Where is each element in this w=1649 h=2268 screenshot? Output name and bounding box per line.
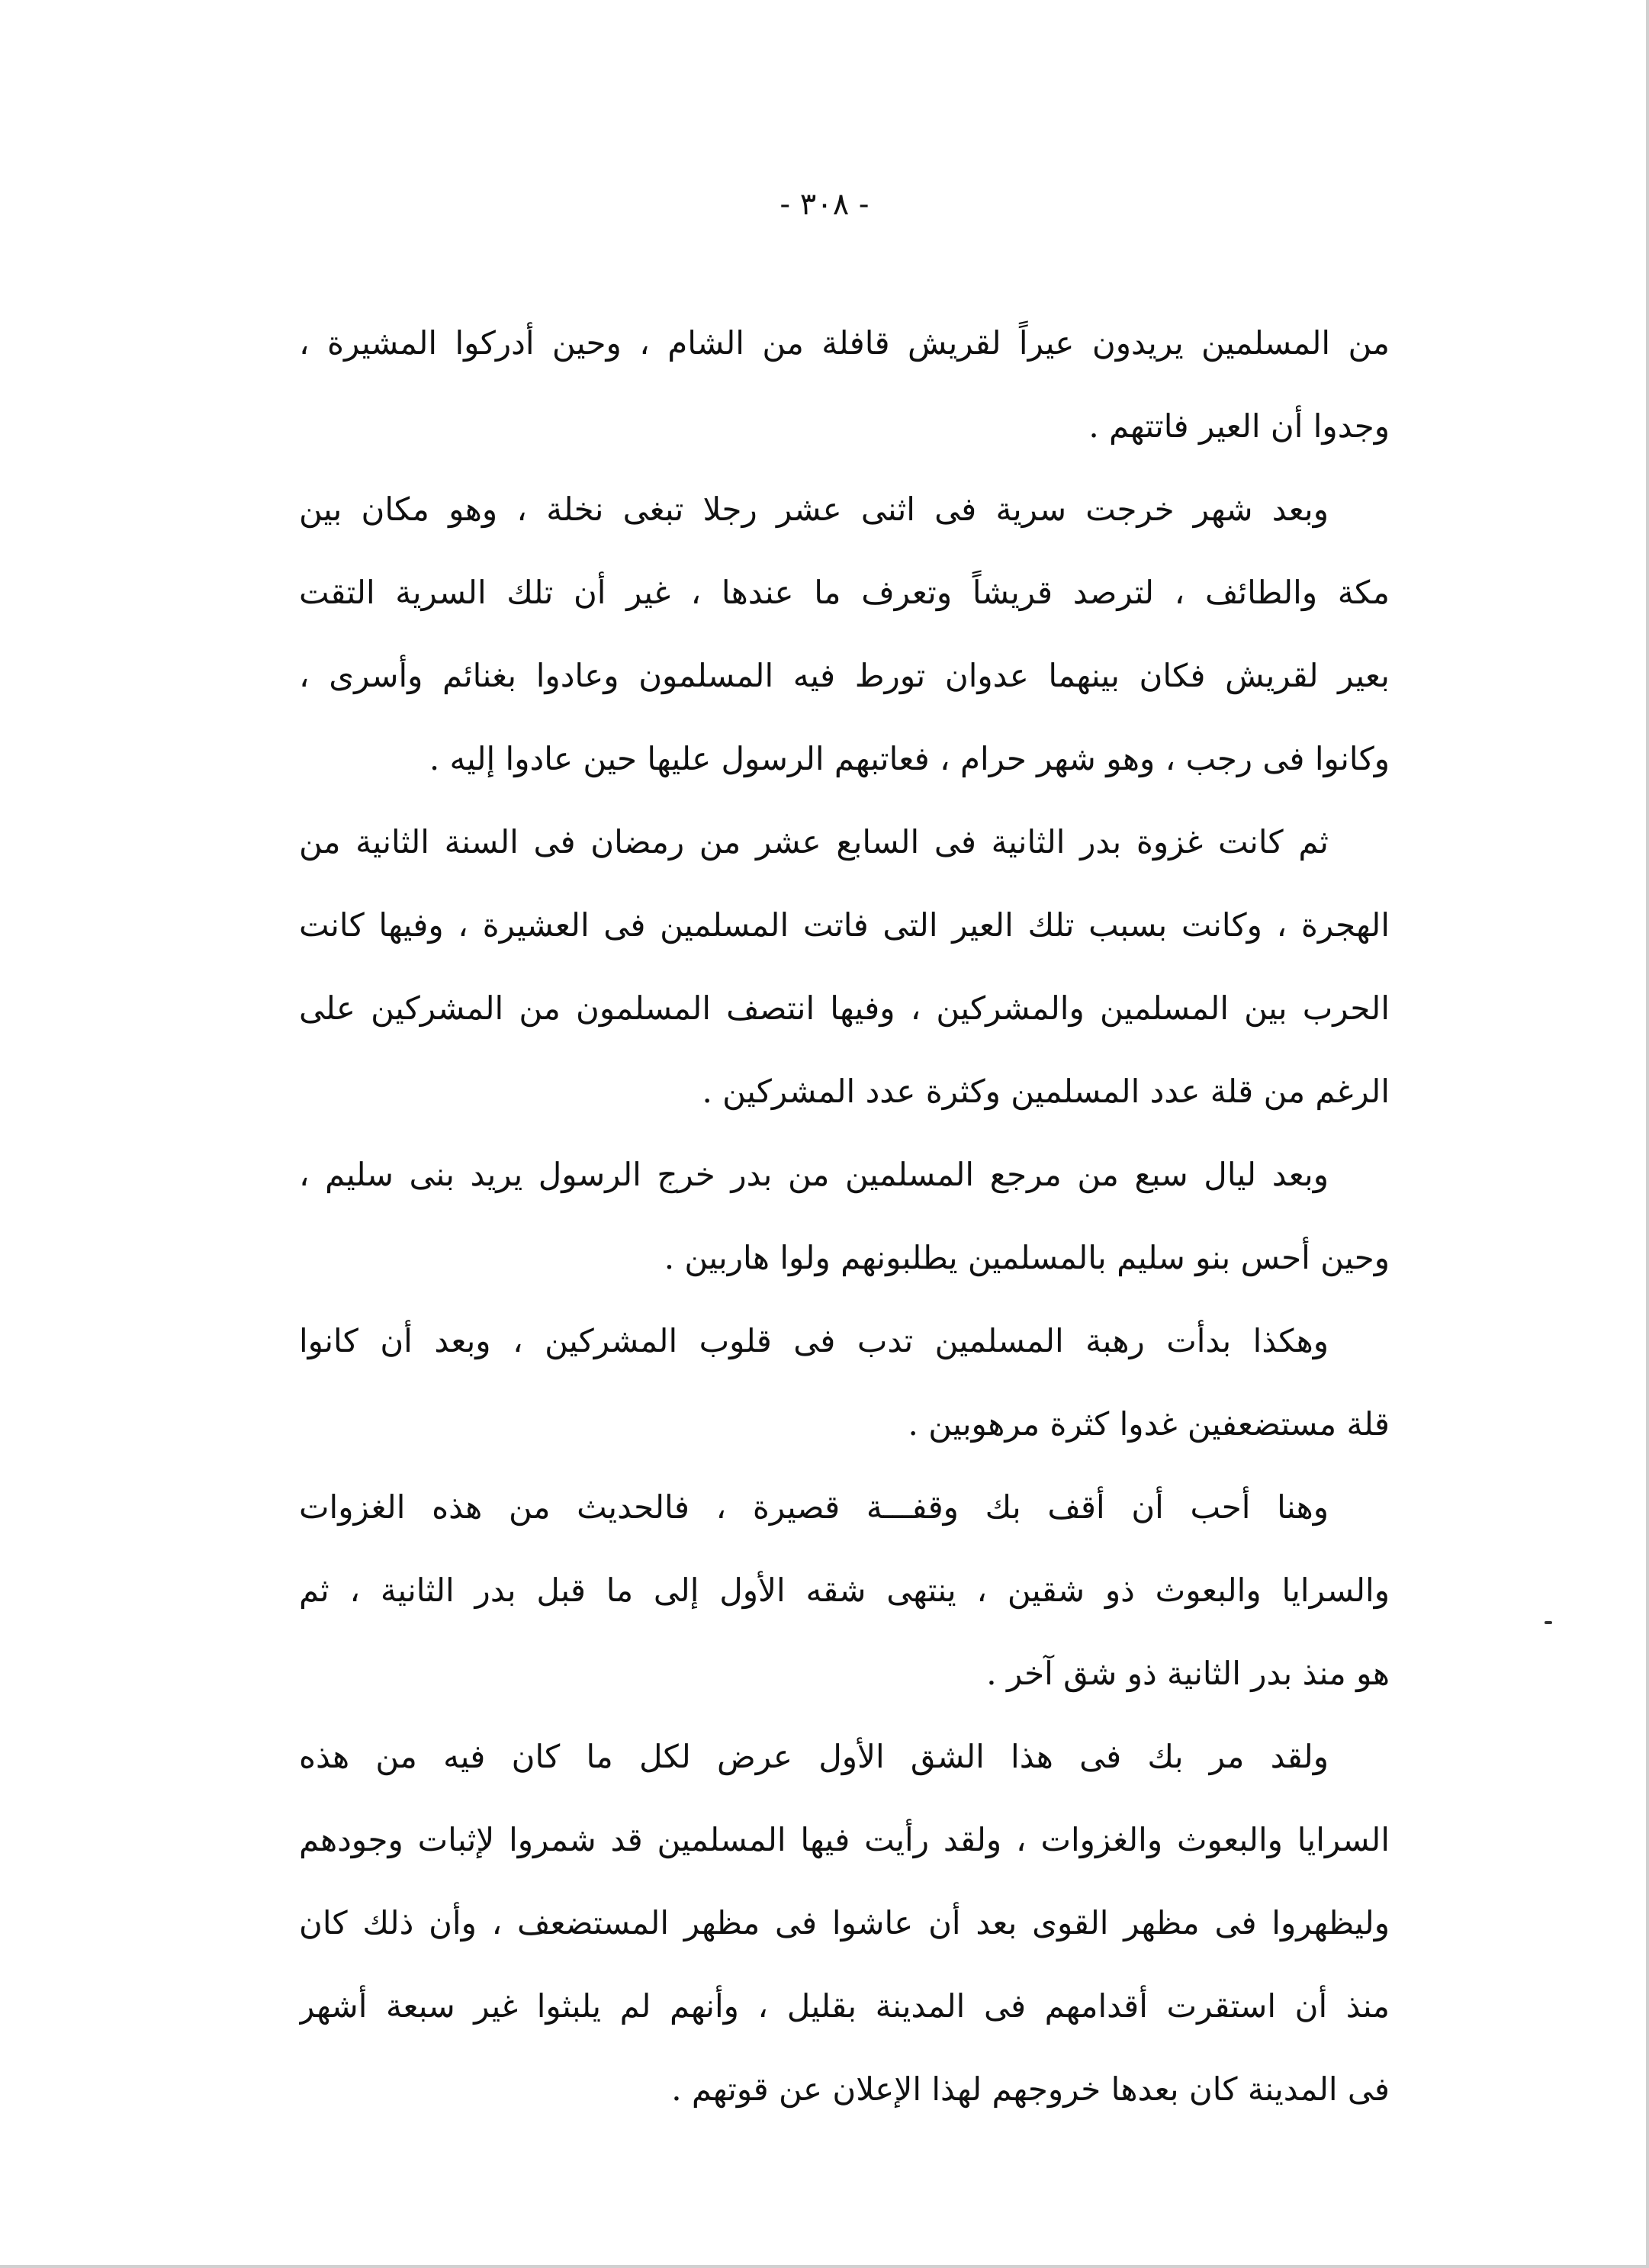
text-line: وبعد شهر خرجت سرية فى اثنى عشر رجلا تبغى نخلة ، وهو مكان بين (299, 491, 1329, 528)
text-line: ثم كانت غزوة بدر الثانية فى السابع عشر من رمضان فى السنة الثانية من (299, 823, 1329, 861)
scan-edge-right (1646, 0, 1649, 2268)
text-line: بعير لقريش فكان بينهما عدوان تورط فيه المسلمون وعادوا بغنائم وأسرى ، (299, 657, 1390, 694)
scan-edge-bottom (0, 2265, 1649, 2268)
text-line: مكة والطائف ، لترصد قريشاً وتعرف ما عندها ، غير أن تلك السرية التقت (299, 574, 1390, 611)
text-line: الرغم من قلة عدد المسلمين وكثرة عدد المشركين . (702, 1073, 1390, 1110)
page-number: - ٣٠٨ - (779, 187, 870, 222)
body-text (299, 301, 1390, 2131)
text-line: وكانوا فى رجب ، وهو شهر حرام ، فعاتبهم الرسول عليها حين عادوا إليه . (429, 740, 1390, 777)
text-line: منذ أن استقرت أقدامهم فى المدينة بقليل ، وأنهم لم يلبثوا غير سبعة أشهر (299, 1987, 1390, 2025)
text-line: وبعد ليال سبع من مرجع المسلمين من بدر خرج الرسول يريد بنى سليم ، (299, 1156, 1329, 1193)
text-line: وهنا أحب أن أقف بك وقفـــة قصيرة ، فالحديث من هذه الغزوات (299, 1488, 1329, 1526)
text-line: هو منذ بدر الثانية ذو شق آخر . (986, 1655, 1390, 1692)
text-line: ولقد مر بك فى هذا الشق الأول عرض لكل ما كان فيه من هذه (299, 1738, 1329, 1775)
text-line: وليظهروا فى مظهر القوى بعد أن عاشوا فى مظهر المستضعف ، وأن ذلك كان (299, 1904, 1390, 1941)
text-line: السرايا والبعوث والغزوات ، ولقد رأيت فيها المسلمين قد شمروا لإثبات وجودهم (299, 1821, 1390, 1858)
text-line: قلة مستضعفين غدوا كثرة مرهوبين . (908, 1405, 1390, 1443)
text-line: وجدوا أن العير فاتتهم . (1088, 407, 1390, 445)
text-line: من المسلمين يريدون عيراً لقريش قافلة من الشام ، وحين أدركوا المشيرة ، (299, 324, 1390, 362)
text-line: فى المدينة كان بعدها خروجهم لهذا الإعلان عن قوتهم . (671, 2070, 1390, 2108)
text-line: وهكذا بدأت رهبة المسلمين تدب فى قلوب المشركين ، وبعد أن كانوا (299, 1322, 1329, 1359)
text-line: الحرب بين المسلمين والمشركين ، وفيها انتصف المسلمون من المشركين على (299, 989, 1390, 1027)
text-line: والسرايا والبعوث ذو شقين ، ينتهى شقه الأول إلى ما قبل بدر الثانية ، ثم (299, 1572, 1390, 1609)
text-line: الهجرة ، وكانت بسبب تلك العير التى فاتت المسلمين فى العشيرة ، وفيها كانت (299, 906, 1390, 944)
text-line: وحين أحس بنو سليم بالمسلمين يطلبونهم ولوا هاربين . (664, 1239, 1390, 1276)
scan-speck (1545, 1621, 1552, 1624)
